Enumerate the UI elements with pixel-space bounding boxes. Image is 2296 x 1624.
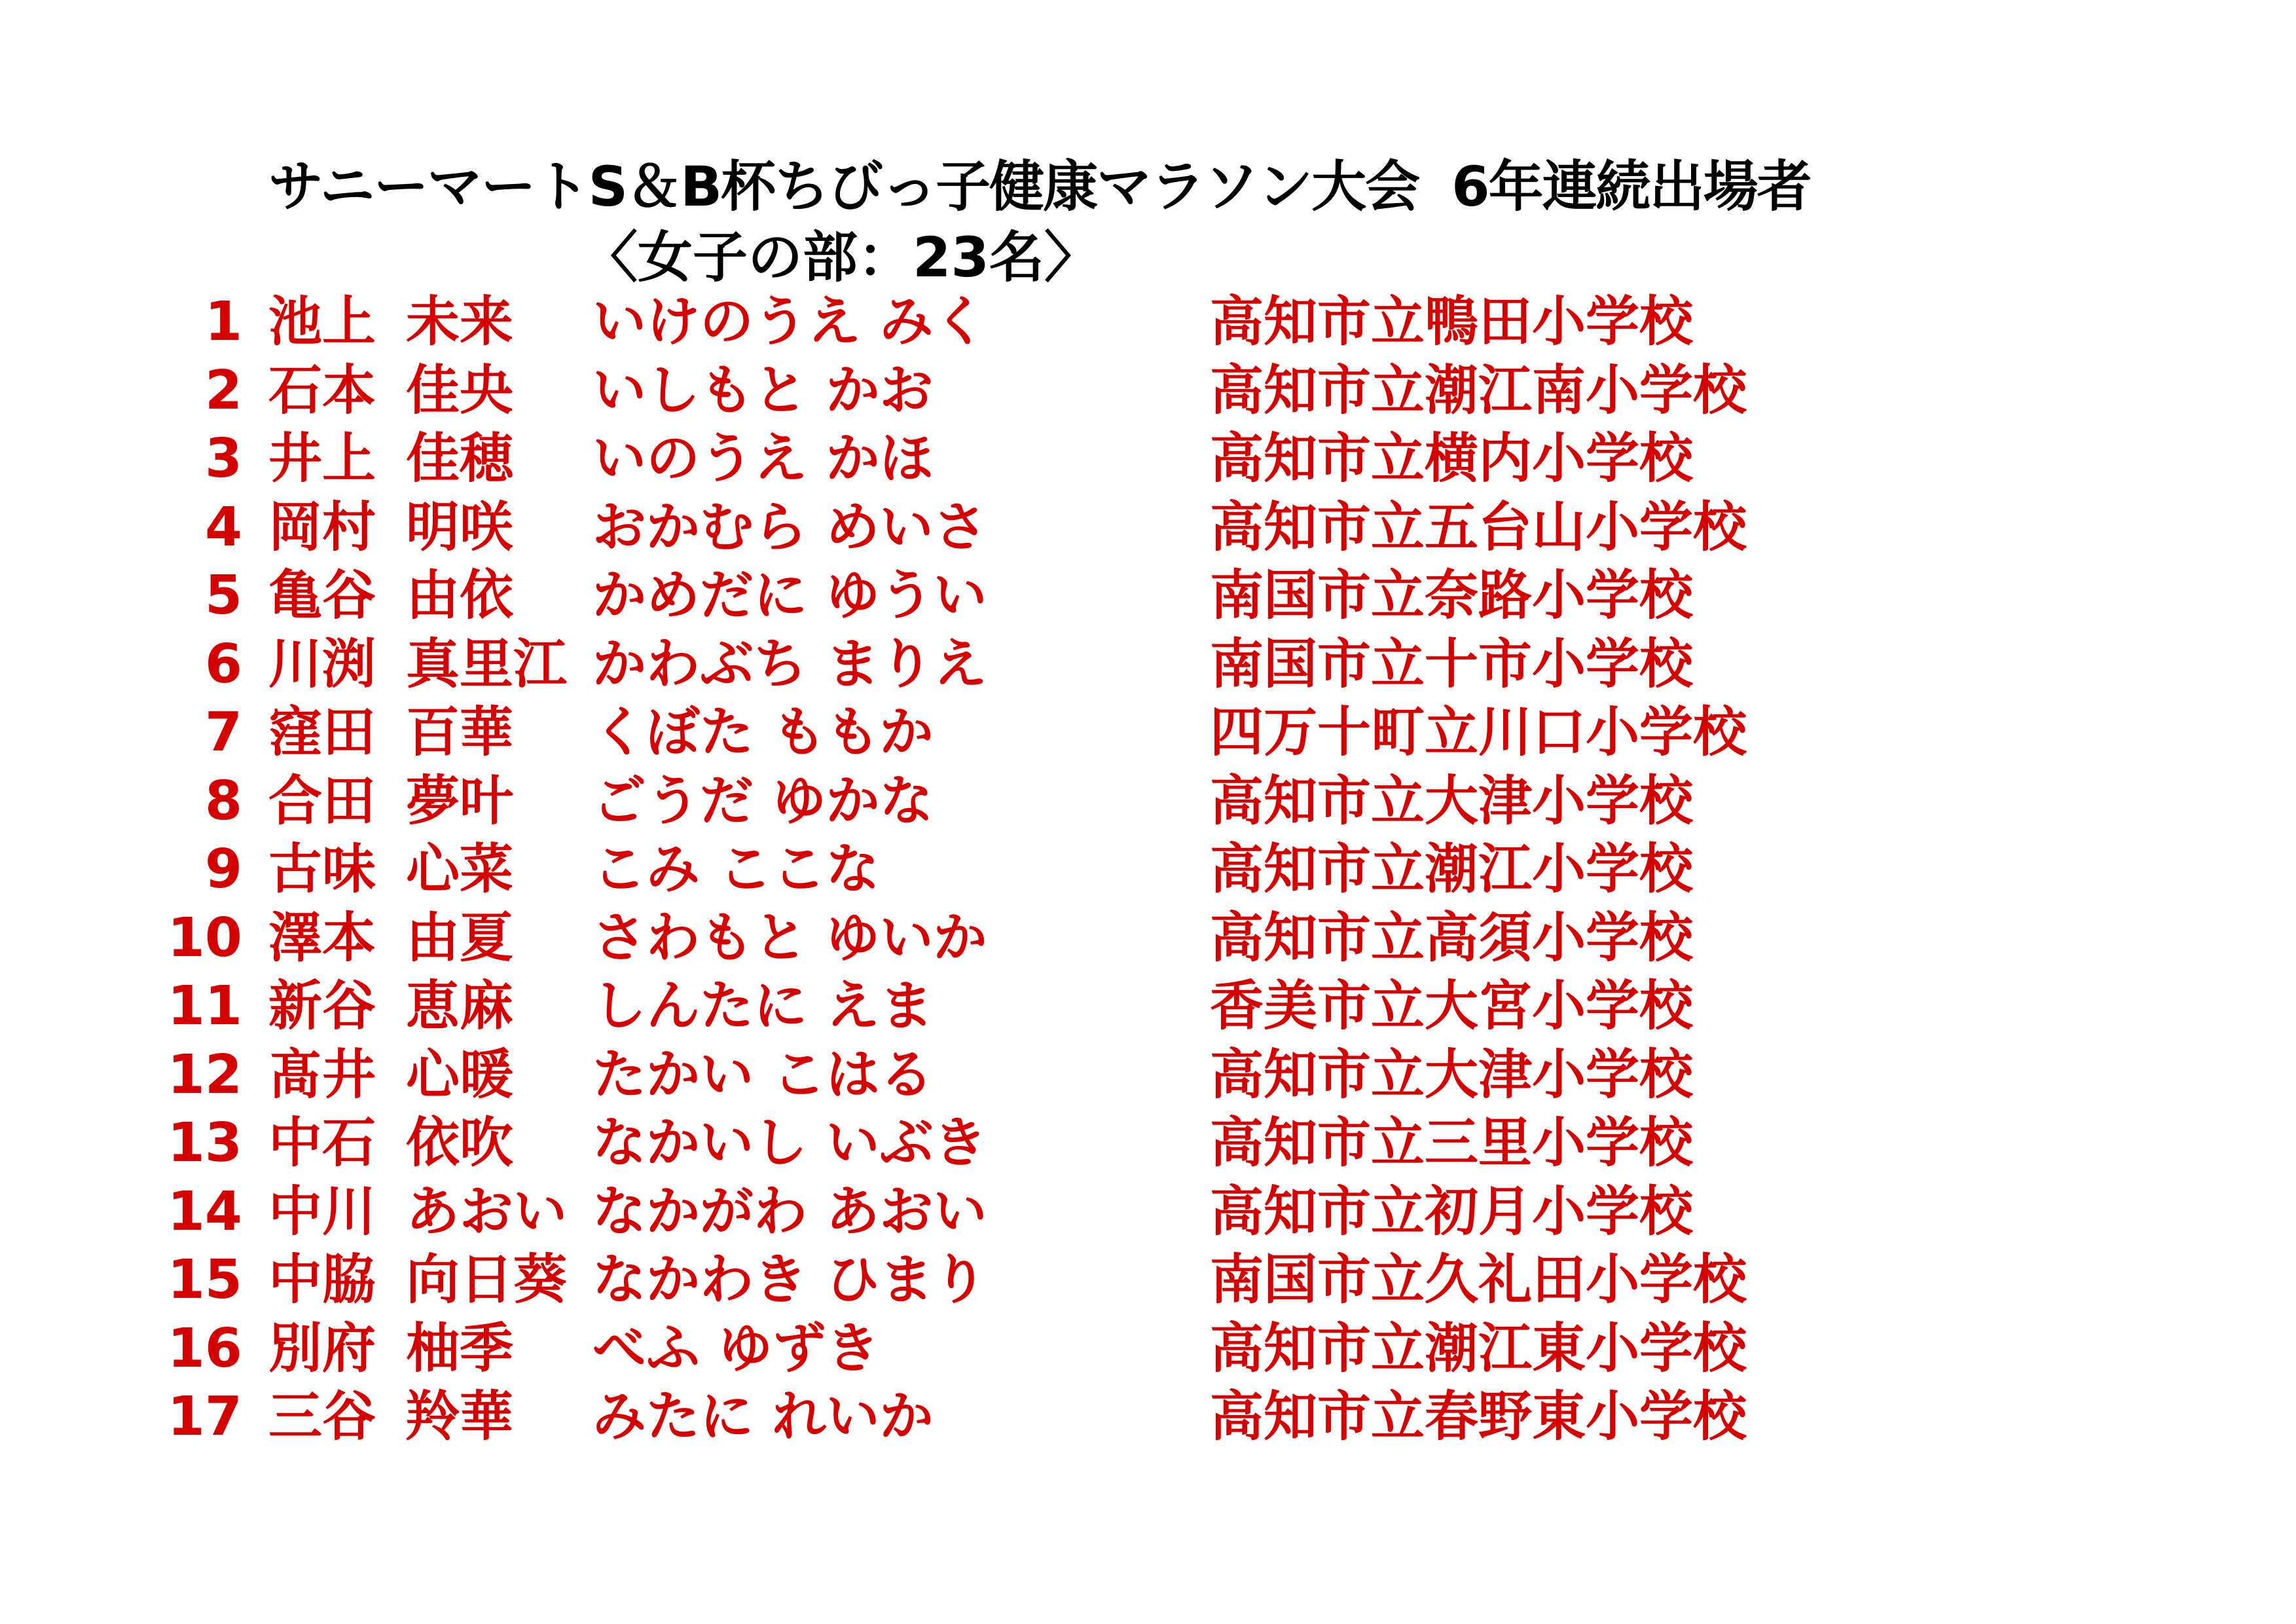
participant-number: 10 xyxy=(167,906,242,969)
participant-school: 高知市立潮江小学校 xyxy=(1210,838,1694,900)
participant-surname: 川渕 xyxy=(268,633,376,695)
list-item xyxy=(0,357,2296,426)
participant-school: 南国市立十市小学校 xyxy=(1210,633,1694,695)
participant-kana: くぼた ももか xyxy=(592,701,934,764)
list-item xyxy=(0,836,2296,904)
participant-number: 13 xyxy=(167,1112,242,1174)
list-item xyxy=(0,1315,2296,1384)
participant-surname: 三谷 xyxy=(268,1386,376,1448)
participant-given-name: 明咲 xyxy=(406,496,514,559)
list-item xyxy=(0,425,2296,494)
participant-kana: かめだに ゆうい xyxy=(592,564,987,627)
participant-school: 南国市立奈路小学校 xyxy=(1210,564,1694,627)
participant-surname: 池上 xyxy=(268,291,376,353)
title-suffix: 6年連続出場者 xyxy=(1451,155,1811,219)
participant-number: 12 xyxy=(167,1043,242,1106)
participant-school: 高知市立三里小学校 xyxy=(1210,1112,1694,1174)
participant-kana: ごうだ ゆかな xyxy=(592,769,934,832)
participant-school: 高知市立高須小学校 xyxy=(1210,906,1694,969)
participant-kana: べふ ゆずき xyxy=(592,1317,880,1380)
participant-school: 高知市立大津小学校 xyxy=(1210,1043,1694,1106)
list-item xyxy=(0,494,2296,563)
participant-given-name: 羚華 xyxy=(406,1386,514,1448)
participant-number: 8 xyxy=(204,769,242,832)
participant-given-name: 夢叶 xyxy=(406,769,514,832)
list-item xyxy=(0,1246,2296,1315)
participant-kana: いのうえ かほ xyxy=(592,428,934,490)
list-item xyxy=(0,699,2296,767)
participant-surname: 井上 xyxy=(268,428,376,490)
list-item xyxy=(0,288,2296,357)
participant-school: 高知市立春野東小学校 xyxy=(1210,1386,1747,1448)
participant-school: 香美市立大宮小学校 xyxy=(1210,975,1694,1037)
page-subtitle: 〈女子の部：23名〉 xyxy=(583,225,1099,289)
list-item xyxy=(0,631,2296,699)
list-item xyxy=(0,1178,2296,1247)
participant-kana: みたに れいか xyxy=(592,1386,934,1448)
participant-school: 高知市立大津小学校 xyxy=(1210,769,1694,832)
participant-number: 11 xyxy=(167,975,242,1037)
participant-given-name: 向日葵 xyxy=(406,1249,568,1311)
participant-number: 3 xyxy=(204,428,242,490)
participant-school: 南国市立久礼田小学校 xyxy=(1210,1249,1747,1311)
participant-surname: 窪田 xyxy=(268,701,376,764)
participant-number: 17 xyxy=(167,1386,242,1448)
list-item xyxy=(0,1109,2296,1178)
participant-kana: かわぶち まりえ xyxy=(592,633,987,695)
participant-surname: 澤本 xyxy=(268,906,376,969)
participant-number: 9 xyxy=(204,838,242,900)
participant-school: 高知市立潮江南小学校 xyxy=(1210,359,1747,422)
participant-school: 高知市立初月小学校 xyxy=(1210,1180,1694,1243)
participant-school: 四万十町立川口小学校 xyxy=(1210,701,1747,764)
participant-surname: 中脇 xyxy=(268,1249,376,1311)
participant-kana: なかがわ あおい xyxy=(592,1180,987,1243)
participant-given-name: 心暖 xyxy=(406,1043,514,1106)
list-item xyxy=(0,904,2296,973)
participant-given-name: 由依 xyxy=(406,564,514,627)
participant-given-name: 未来 xyxy=(406,291,514,353)
list-item xyxy=(0,767,2296,836)
participant-given-name: 恵麻 xyxy=(406,975,514,1037)
participant-kana: さわもと ゆいか xyxy=(592,906,987,969)
list-item xyxy=(0,562,2296,631)
participant-surname: 石本 xyxy=(268,359,376,422)
participant-surname: 髙井 xyxy=(268,1043,376,1106)
participant-number: 1 xyxy=(204,291,242,353)
participant-given-name: 心菜 xyxy=(406,838,514,900)
list-item xyxy=(0,1041,2296,1110)
participant-number: 7 xyxy=(204,701,242,764)
participant-kana: しんたに えま xyxy=(592,975,934,1037)
participant-surname: 別府 xyxy=(268,1317,376,1380)
participant-number: 15 xyxy=(167,1249,242,1311)
participant-kana: いしもと かお xyxy=(592,359,934,422)
participant-list xyxy=(0,288,2296,1452)
participant-given-name: 柚季 xyxy=(406,1317,514,1380)
participant-kana: おかむら めいさ xyxy=(592,496,987,559)
participant-number: 2 xyxy=(204,359,242,422)
participant-given-name: 佳央 xyxy=(406,359,514,422)
page-title xyxy=(268,147,1811,226)
participant-school: 高知市立鴨田小学校 xyxy=(1210,291,1694,353)
participant-kana: たかい こはる xyxy=(592,1043,934,1106)
participant-surname: 中石 xyxy=(268,1112,376,1174)
participant-surname: 新谷 xyxy=(268,975,376,1037)
participant-given-name: 佳穂 xyxy=(406,428,514,490)
participant-surname: 亀谷 xyxy=(268,564,376,627)
participant-kana: なかいし いぶき xyxy=(592,1112,987,1174)
participant-given-name: 依吹 xyxy=(406,1112,514,1174)
participant-number: 4 xyxy=(204,496,242,559)
participant-given-name: 真里江 xyxy=(406,633,568,695)
participant-given-name: あおい xyxy=(406,1180,568,1243)
participant-surname: 中川 xyxy=(268,1180,376,1243)
participant-surname: 古味 xyxy=(268,838,376,900)
participant-number: 14 xyxy=(167,1180,242,1243)
participant-school: 高知市立五台山小学校 xyxy=(1210,496,1747,559)
participant-given-name: 由夏 xyxy=(406,906,514,969)
participant-number: 6 xyxy=(204,633,242,695)
participant-number: 5 xyxy=(204,564,242,627)
participant-kana: こみ ここな xyxy=(592,838,880,900)
participant-school: 高知市立潮江東小学校 xyxy=(1210,1317,1747,1380)
list-item xyxy=(0,1383,2296,1452)
participant-surname: 合田 xyxy=(268,769,376,832)
participant-number: 16 xyxy=(167,1317,242,1380)
list-item xyxy=(0,972,2296,1041)
participant-kana: なかわき ひまり xyxy=(592,1249,987,1311)
participant-kana: いけのうえ みく xyxy=(592,291,987,353)
title-main: サニーマートS＆B杯ちびっ子健康マラソン大会 xyxy=(268,155,1419,219)
participant-school: 高知市立横内小学校 xyxy=(1210,428,1694,490)
participant-surname: 岡村 xyxy=(268,496,376,559)
participant-given-name: 百華 xyxy=(406,701,514,764)
